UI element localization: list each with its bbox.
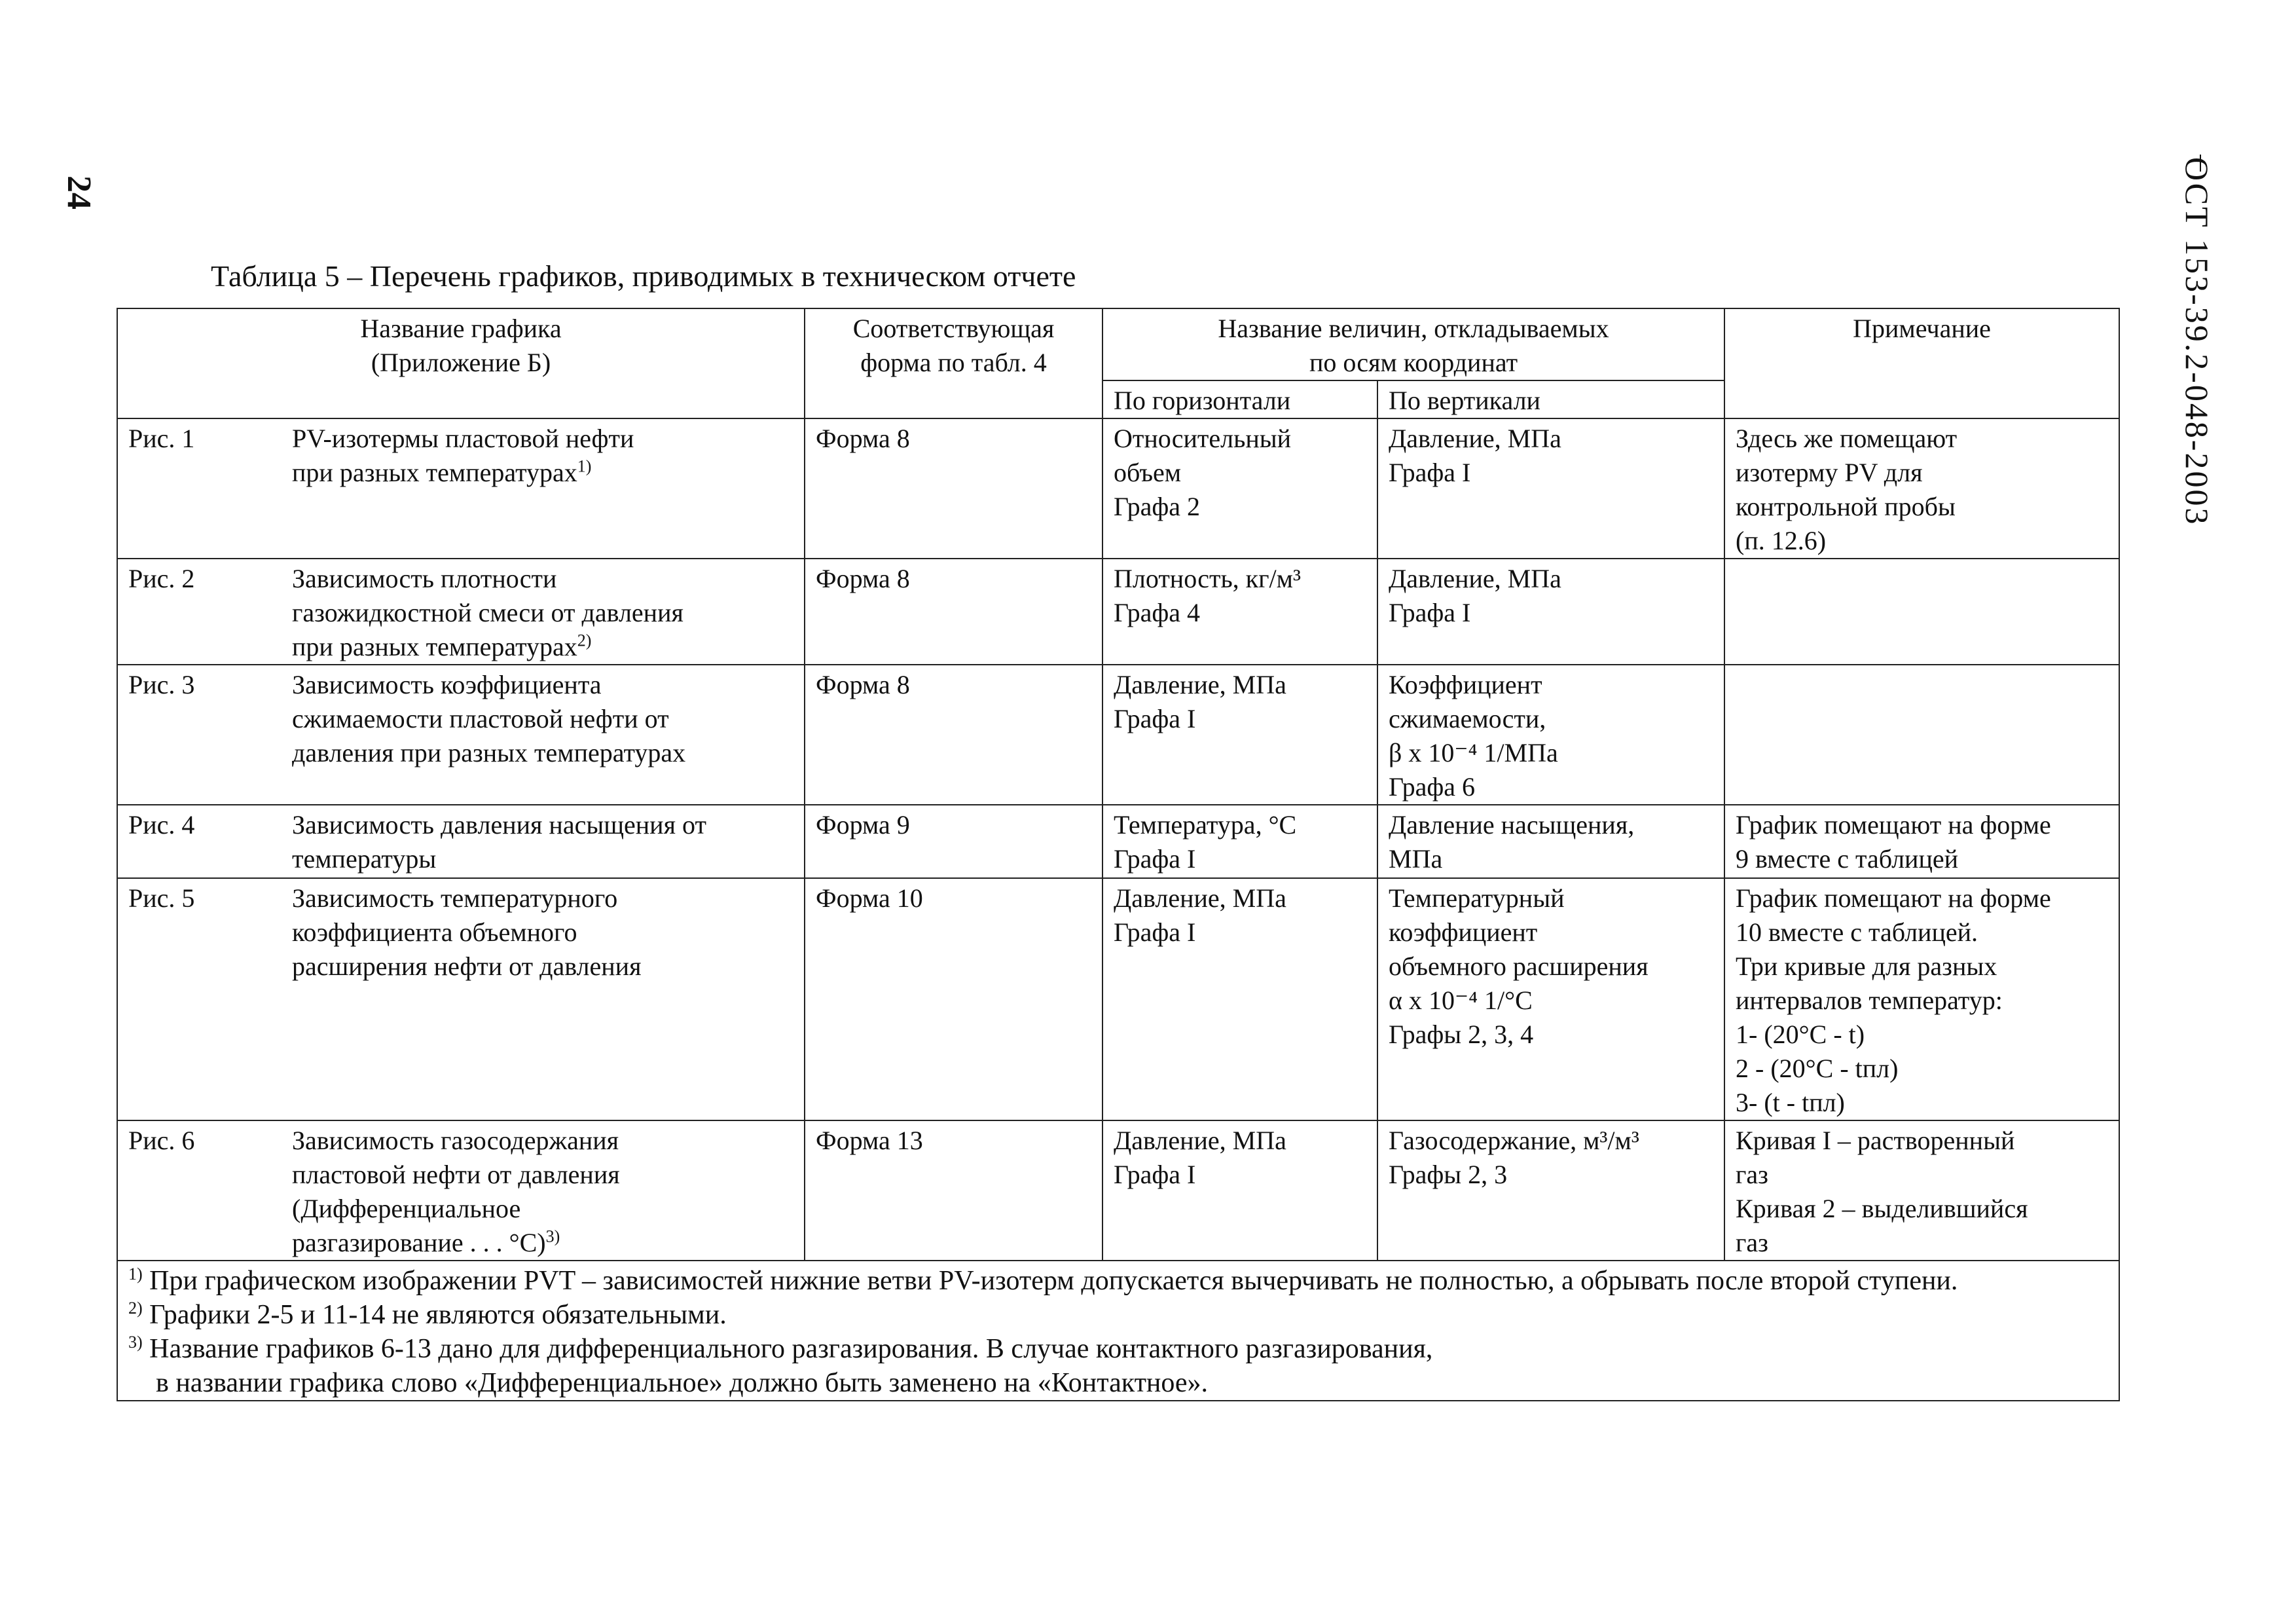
page-number: 24 xyxy=(60,175,98,210)
vertical-axis-cell: Коэффициент сжимаемости, β x 10⁻⁴ 1/МПа Графа 6 xyxy=(1377,665,1724,805)
footnote-1 xyxy=(128,1264,2108,1298)
header-form: Соответствующая форма по табл. 4 xyxy=(805,308,1102,418)
note-cell xyxy=(1724,559,2119,665)
form-cell: Форма 8 xyxy=(805,665,1102,805)
horizontal-axis-cell: Давление, МПа Графа I xyxy=(1102,878,1377,1120)
note-cell: График помещают на форме 10 вместе с таблицей. Три кривые для разных интервалов температур: 1- (20°C - t) 2 - (20°C - tпл) 3- (t - tпл) xyxy=(1724,878,2119,1120)
footnote-text: Графики 2-5 и 11-14 не являются обязательными. xyxy=(149,1300,727,1330)
figure-number: Рис. 2 xyxy=(128,564,195,593)
graph-name-cell xyxy=(117,665,805,805)
graph-name: Зависимость плотности газожидкостной смеси от давления при разных температурах xyxy=(292,564,683,661)
figure-number: Рис. 1 xyxy=(128,424,195,453)
horizontal-axis-cell: Давление, МПа Графа I xyxy=(1102,665,1377,805)
horizontal-axis-cell: Плотность, кг/м³ Графа 4 xyxy=(1102,559,1377,665)
figure-number: Рис. 4 xyxy=(128,810,195,840)
footnotes-row xyxy=(117,1261,2119,1401)
footnote-ref: 3) xyxy=(545,1227,560,1246)
footnote-text: При графическом изображении PVT – зависимостей нижние ветви PV-изотерм допускается вычерчивать не полностью, а обрывать после второй ступени. xyxy=(149,1266,1958,1296)
footnote-ref: 2) xyxy=(577,631,592,650)
vertical-axis-cell: Температурный коэффициент объемного расширения α x 10⁻⁴ 1/°C Графы 2, 3, 4 xyxy=(1377,878,1724,1120)
figure-number: Рис. 5 xyxy=(128,883,195,913)
footnote-mark: 2) xyxy=(128,1299,143,1318)
vertical-axis-cell: Давление, МПа Графа I xyxy=(1377,559,1724,665)
table-row xyxy=(117,418,2119,559)
horizontal-axis-cell: Давление, МПа Графа I xyxy=(1102,1120,1377,1261)
header-note: Примечание xyxy=(1724,308,2119,418)
table-row xyxy=(117,878,2119,1120)
form-cell: Форма 13 xyxy=(805,1120,1102,1261)
header-vertical: По вертикали xyxy=(1377,380,1724,418)
vertical-axis-cell: Газосодержание, м³/м³ Графы 2, 3 xyxy=(1377,1120,1724,1261)
footnote-ref: 1) xyxy=(577,456,592,476)
graph-name: Зависимость температурного коэффициента объемного расширения нефти от давления xyxy=(292,883,642,981)
note-cell xyxy=(1724,665,2119,805)
form-cell: Форма 10 xyxy=(805,878,1102,1120)
footnote-mark: 3) xyxy=(128,1333,143,1352)
vertical-axis-cell: Давление, МПа Графа I xyxy=(1377,418,1724,559)
document-code: ОСТ 153-39.2-048-2003 xyxy=(2179,157,2215,526)
graph-name-cell xyxy=(117,418,805,559)
graph-name: PV-изотермы пластовой нефти при разных температурах xyxy=(292,424,634,487)
note-cell: Здесь же помещают изотерму PV для контрольной пробы (п. 12.6) xyxy=(1724,418,2119,559)
header-axes: Название величин, откладываемых по осям координат xyxy=(1102,308,1724,380)
horizontal-axis-cell: Температура, °C Графа I xyxy=(1102,805,1377,878)
note-cell: Кривая I – растворенный газ Кривая 2 – выделившийся газ xyxy=(1724,1120,2119,1261)
graph-name: Зависимость коэффициента сжимаемости пластовой нефти от давления при разных температурах xyxy=(292,670,686,767)
header-row xyxy=(117,308,2119,380)
table-caption: Таблица 5 – Перечень графиков, приводимых в техническом отчете xyxy=(211,259,1076,293)
footnote-text: Название графиков 6-13 дано для дифференциального разгазирования. В случае контактного разгазирования, xyxy=(149,1334,1433,1364)
figure-number: Рис. 6 xyxy=(128,1126,195,1155)
table-row xyxy=(117,1120,2119,1261)
graph-name: Зависимость газосодержания пластовой нефти от давления (Дифференциальное разгазирование . . . °C) xyxy=(292,1126,620,1257)
footnotes-cell xyxy=(117,1261,2119,1401)
form-cell: Форма 9 xyxy=(805,805,1102,878)
footnote-3-continuation: в названии графика слово «Дифференциальное» должно быть заменено на «Контактное». xyxy=(156,1368,1209,1398)
graph-name-cell xyxy=(117,559,805,665)
note-cell: График помещают на форме 9 вместе с таблицей xyxy=(1724,805,2119,878)
table-row xyxy=(117,805,2119,878)
form-cell: Форма 8 xyxy=(805,559,1102,665)
footnote-2 xyxy=(128,1298,2108,1332)
graph-name-cell xyxy=(117,878,805,1120)
form-cell: Форма 8 xyxy=(805,418,1102,559)
figure-number: Рис. 3 xyxy=(128,670,195,699)
graphs-table xyxy=(117,308,2120,1401)
table-row xyxy=(117,665,2119,805)
table-row xyxy=(117,559,2119,665)
graph-name: Зависимость давления насыщения от температуры xyxy=(292,810,706,874)
footnote-3 xyxy=(128,1332,2108,1366)
header-horizontal: По горизонтали xyxy=(1102,380,1377,418)
footnote-mark: 1) xyxy=(128,1264,143,1283)
graph-name-cell xyxy=(117,805,805,878)
vertical-axis-cell: Давление насыщения, МПа xyxy=(1377,805,1724,878)
horizontal-axis-cell: Относительный объем Графа 2 xyxy=(1102,418,1377,559)
graph-name-cell xyxy=(117,1120,805,1261)
header-graph-name: Название графика (Приложение Б) xyxy=(117,308,805,418)
